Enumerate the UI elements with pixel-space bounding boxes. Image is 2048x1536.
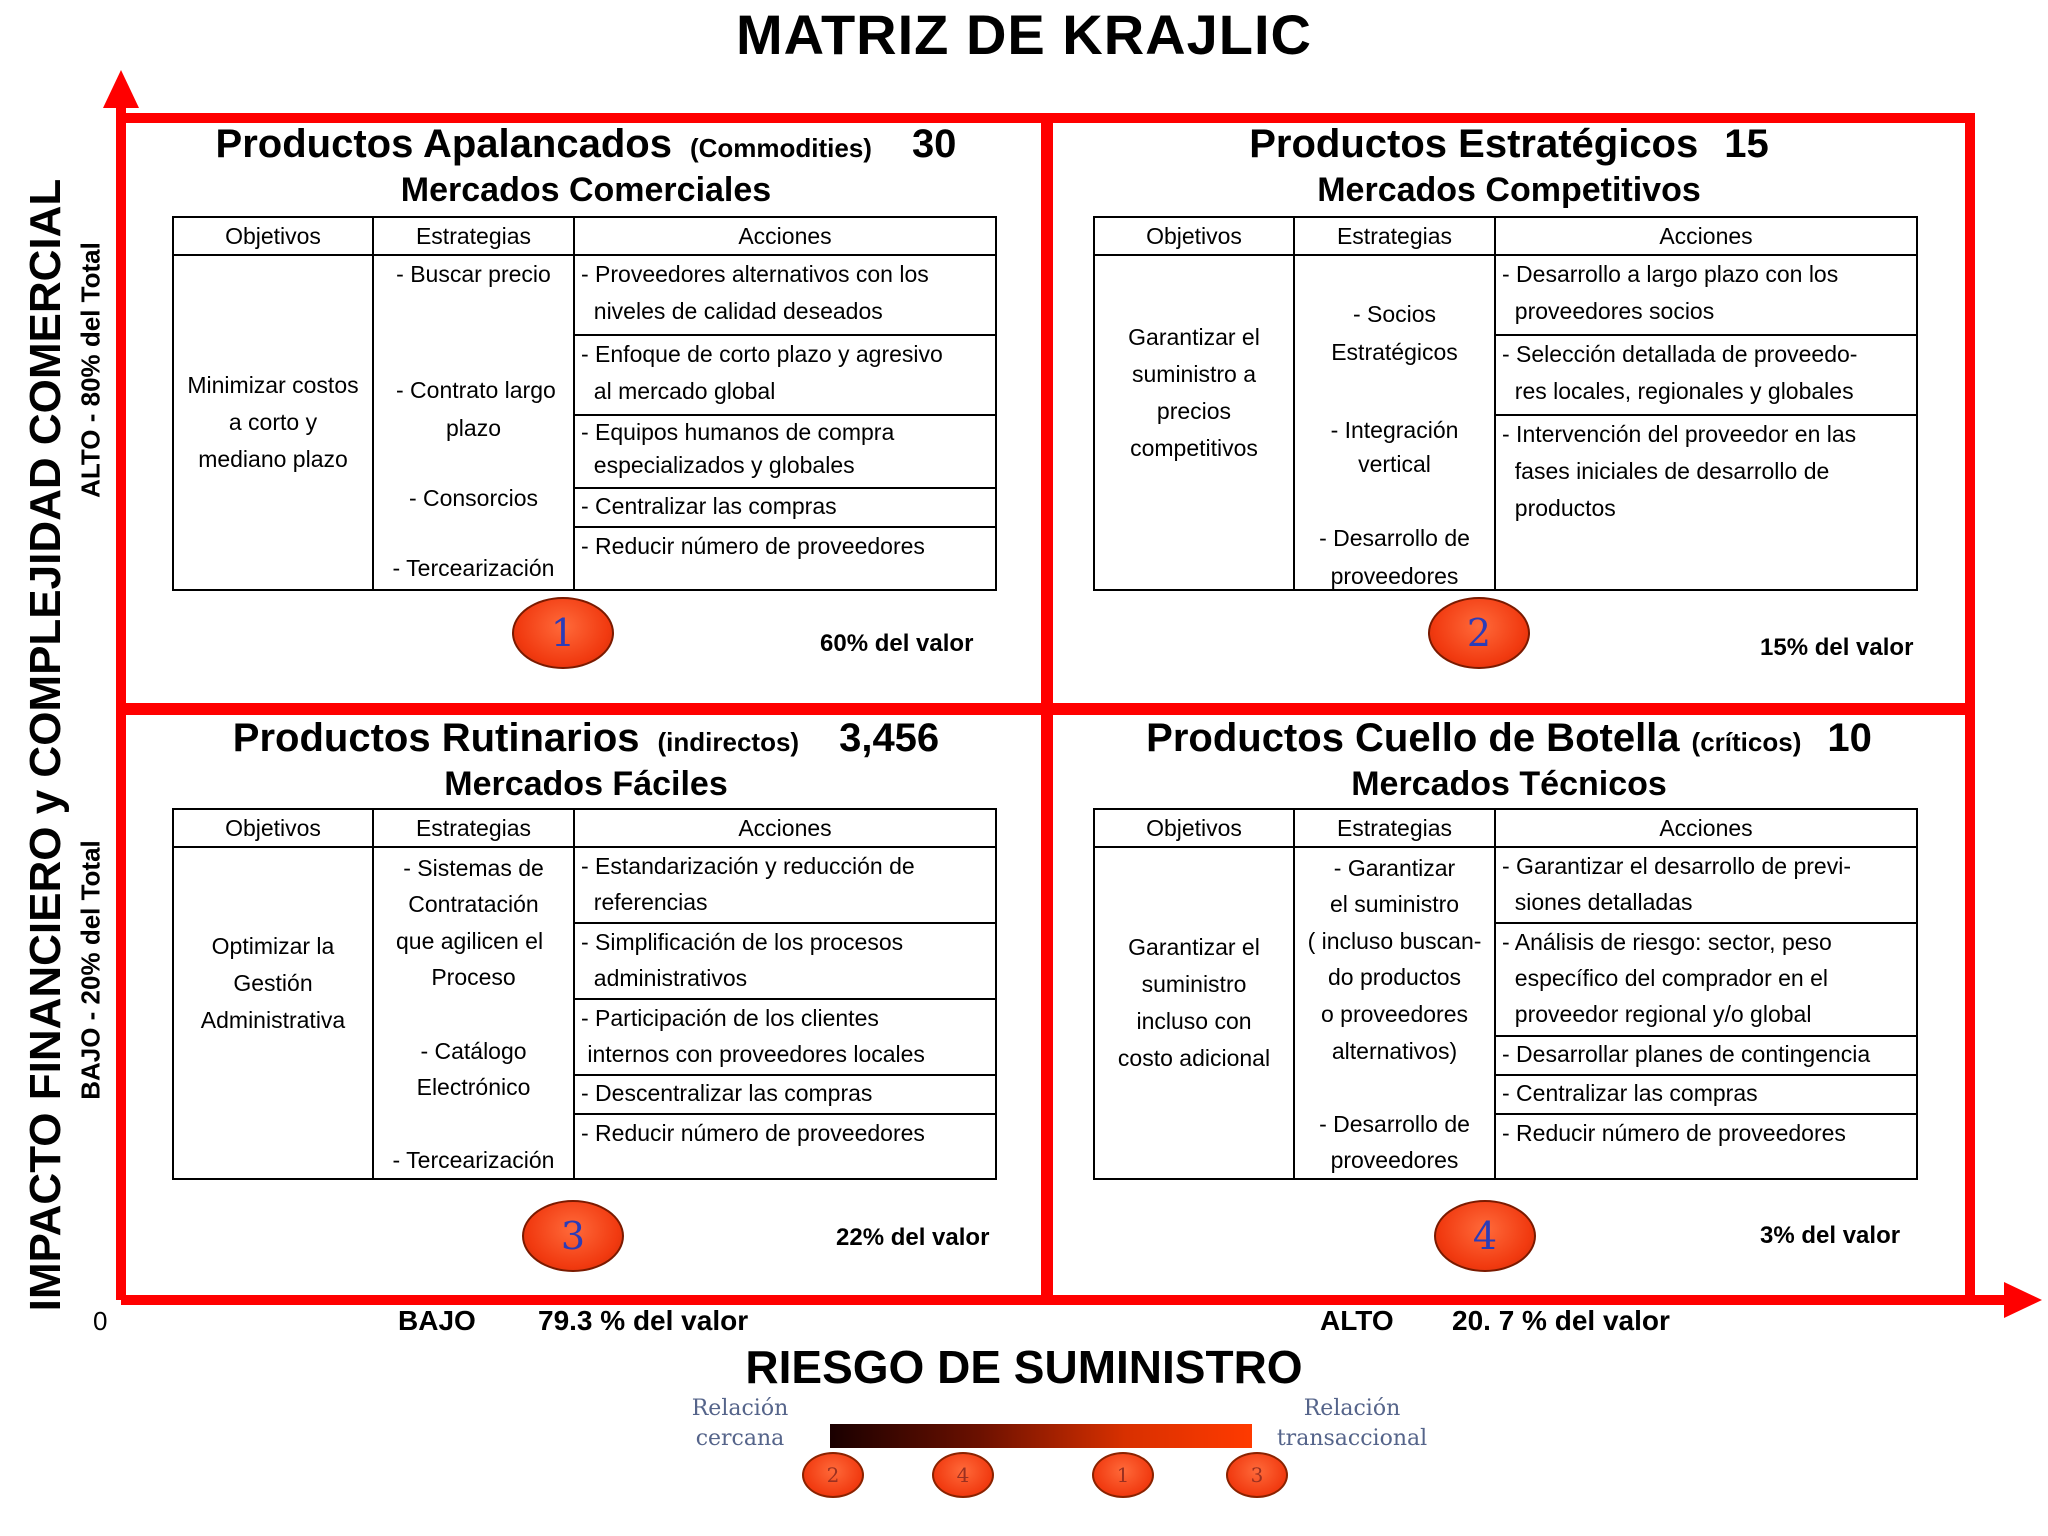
- quadrant-4-acciones: [1496, 848, 1916, 1178]
- action-row: - Centralizar las compras: [1496, 1076, 1916, 1115]
- y-axis-low-label: BAJO - 20% del Total: [75, 840, 106, 1100]
- quadrant-4-header: [1053, 716, 1965, 804]
- scale-dot: 4: [932, 1452, 994, 1498]
- quadrant-4-value: 3% del valor: [1760, 1222, 1901, 1249]
- quadrant-3-table: [172, 808, 997, 1180]
- quadrant-2-header: [1053, 122, 1965, 210]
- action-row: - Centralizar las compras: [575, 489, 995, 528]
- col-header-estrategias: Estrategias: [374, 810, 575, 848]
- col-header-estrategias: Estrategias: [1295, 810, 1496, 848]
- quadrant-3-title: Productos Rutinarios: [232, 716, 640, 760]
- quadrant-1-count: 30: [911, 122, 957, 166]
- action-row: - Equipos humanos de compra especializados y globales: [575, 416, 995, 489]
- quadrant-1-paren: (Commodities): [689, 133, 872, 163]
- quadrant-3-header: [131, 716, 1041, 804]
- action-row: - Desarrollo a largo plazo con los proveedores socios: [1496, 256, 1916, 336]
- quadrant-1-objetivo: Minimizar costos a corto y mediano plazo: [174, 256, 374, 589]
- frame-horizontal-divider: [121, 703, 1975, 715]
- action-row: - Reducir número de proveedores: [1502, 1120, 1846, 1146]
- action-row: - Intervención del proveedor en las fases iniciales de desarrollo de productos: [1502, 421, 1857, 521]
- quadrant-2-acciones: [1496, 256, 1916, 589]
- x-axis-arrowhead: [2004, 1282, 2042, 1318]
- quadrant-4-count: 10: [1827, 716, 1872, 760]
- axis-origin-label: 0: [93, 1306, 108, 1336]
- quadrant-3-count: 3,456: [839, 716, 940, 760]
- quadrant-4-objetivo: Garantizar el suministro incluso con costo adicional: [1095, 848, 1295, 1178]
- quadrant-2-title: Productos Estratégicos: [1249, 122, 1699, 166]
- quadrant-3-acciones: [575, 848, 995, 1178]
- action-row: - Simplificación de los procesos administrativos: [575, 924, 995, 1000]
- action-row: - Reducir número de proveedores: [581, 533, 925, 559]
- y-axis-high-label: ALTO - 80% del Total: [75, 242, 106, 498]
- quadrant-3-subtitle: Mercados Fáciles: [444, 765, 728, 803]
- col-header-acciones: Acciones: [575, 218, 995, 256]
- scale-left-label: Relación cercana: [691, 1396, 789, 1451]
- action-row: - Desarrollar planes de contingencia: [1496, 1037, 1916, 1076]
- quadrant-1-number-bubble: 1: [512, 597, 614, 669]
- quadrant-4-number-bubble: 4: [1434, 1200, 1536, 1272]
- quadrant-1-header: [131, 122, 1041, 210]
- col-header-objetivos: Objetivos: [174, 218, 374, 256]
- quadrant-2-estrategias: - Socios Estratégicos - Integración vertical - Desarrollo de proveedores: [1295, 256, 1496, 589]
- quadrant-2-subtitle: Mercados Competitivos: [1317, 171, 1701, 209]
- quadrant-1-subtitle: Mercados Comerciales: [400, 171, 772, 209]
- y-axis-arrowhead: [103, 70, 139, 108]
- quadrant-4-table: [1093, 808, 1918, 1180]
- action-row: - Reducir número de proveedores: [581, 1120, 925, 1146]
- quadrant-1-title: Productos Apalancados: [215, 122, 672, 166]
- quadrant-3-objetivo: Optimizar la Gestión Administrativa: [174, 848, 374, 1178]
- action-row: - Participación de los clientes internos con proveedores locales: [575, 1000, 995, 1076]
- col-header-estrategias: Estrategias: [1295, 218, 1496, 256]
- x-axis-high-label: ALTO: [1320, 1305, 1394, 1336]
- quadrant-2-objetivo: Garantizar el suministro a precios competitivos: [1095, 256, 1295, 589]
- quadrant-4-estrategias: - Garantizar el suministro ( incluso buscan- do productos o proveedores alternativos) - Desarrollo de proveedores: [1295, 848, 1496, 1178]
- col-header-objetivos: Objetivos: [174, 810, 374, 848]
- diagram-title: MATRIZ DE KRAJLIC: [736, 3, 1312, 66]
- quadrant-4-paren: (críticos): [1691, 727, 1802, 757]
- action-row: - Análisis de riesgo: sector, peso específico del comprador en el proveedor regional y/o global: [1496, 924, 1916, 1037]
- quadrant-3-number-bubble: 3: [522, 1200, 624, 1272]
- x-axis-low-label: BAJO: [398, 1305, 476, 1336]
- quadrant-2-value: 15% del valor: [1760, 634, 1914, 661]
- quadrant-2-count: 15: [1724, 122, 1769, 166]
- quadrant-3-estrategias: - Sistemas de Contratación que agilicen el Proceso - Catálogo Electrónico - Tercearización: [374, 848, 575, 1178]
- quadrant-3-paren: (indirectos): [657, 727, 800, 757]
- quadrant-2-number-bubble: 2: [1428, 597, 1530, 669]
- col-header-objetivos: Objetivos: [1095, 218, 1295, 256]
- col-header-acciones: Acciones: [1496, 810, 1916, 848]
- action-row: - Estandarización y reducción de referencias: [575, 848, 995, 924]
- col-header-acciones: Acciones: [575, 810, 995, 848]
- action-row: - Descentralizar las compras: [575, 1076, 995, 1115]
- quadrant-2-table: [1093, 216, 1918, 591]
- quadrant-1-table: [172, 216, 997, 591]
- action-row: - Garantizar el desarrollo de previ- siones detalladas: [1496, 848, 1916, 924]
- quadrant-4-title: Productos Cuello de Botella: [1146, 716, 1680, 760]
- scale-dot: 3: [1226, 1452, 1288, 1498]
- y-axis-title: IMPACTO FINANCIERO y COMPLEJIDAD COMERCIAL: [21, 178, 70, 1312]
- relationship-gradient-bar: [830, 1424, 1252, 1448]
- scale-right-label: Relación transaccional: [1276, 1396, 1428, 1451]
- x-axis-title: RIESGO DE SUMINISTRO: [745, 1341, 1303, 1393]
- quadrant-4-subtitle: Mercados Técnicos: [1351, 765, 1667, 803]
- col-header-estrategias: Estrategias: [374, 218, 575, 256]
- col-header-objetivos: Objetivos: [1095, 810, 1295, 848]
- action-row: - Enfoque de corto plazo y agresivo al mercado global: [575, 336, 995, 416]
- x-axis-high-value: 20. 7 % del valor: [1452, 1305, 1670, 1336]
- x-axis-low-value: 79.3 % del valor: [538, 1305, 749, 1336]
- quadrant-3-value: 22% del valor: [836, 1224, 990, 1251]
- scale-dot: 2: [802, 1452, 864, 1498]
- col-header-acciones: Acciones: [1496, 218, 1916, 256]
- scale-dot: 1: [1092, 1452, 1154, 1498]
- action-row: - Proveedores alternativos con los niveles de calidad deseados: [575, 256, 995, 336]
- quadrant-1-estrategias: - Buscar precio - Contrato largo plazo - Consorcios - Tercearización: [374, 256, 575, 589]
- quadrant-1-acciones: [575, 256, 995, 589]
- action-row: - Selección detallada de proveedo- res locales, regionales y globales: [1496, 336, 1916, 416]
- quadrant-1-value: 60% del valor: [820, 630, 974, 657]
